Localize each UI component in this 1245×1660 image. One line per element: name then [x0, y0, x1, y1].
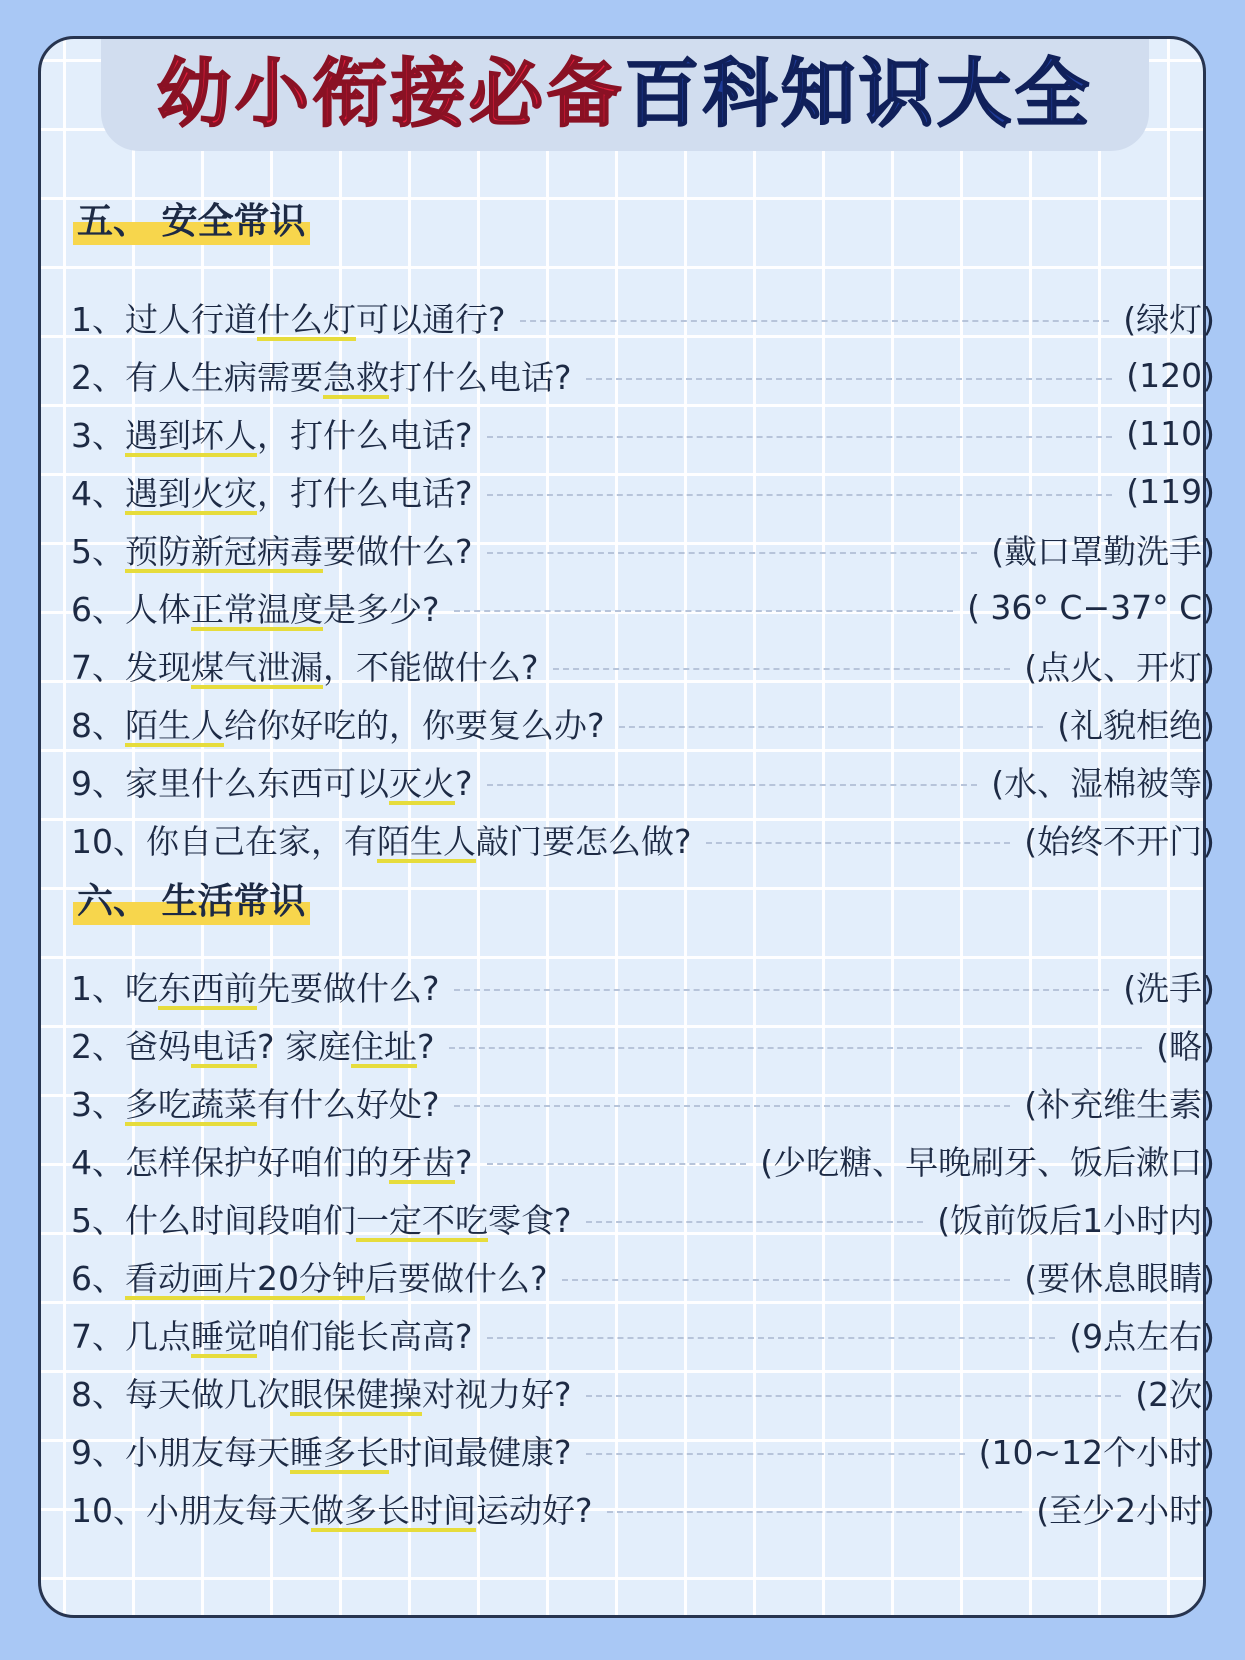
qa-row: [71, 1305, 1219, 1363]
qa-row: [71, 578, 1219, 636]
question-number: 4、: [71, 473, 125, 513]
question-fragment: 发现: [125, 647, 191, 687]
question-fragment: 每天做几次: [125, 1374, 290, 1414]
question-fragment: 小朋友每天: [146, 1490, 311, 1530]
dotted-leader: [586, 1453, 965, 1455]
dotted-leader: [586, 378, 1113, 380]
question-text: [71, 1137, 473, 1184]
question-number: 1、: [71, 299, 125, 339]
highlighted-keyword: 灭火: [389, 763, 455, 803]
question-fragment: ，打什么电话?: [257, 473, 473, 513]
qa-row: [71, 694, 1219, 752]
qa-row: [71, 1363, 1219, 1421]
dotted-leader: [487, 1163, 747, 1165]
highlighted-keyword: 看动画片20分钟: [125, 1258, 365, 1298]
question-fragment: 小朋友每天: [125, 1432, 290, 1472]
qa-row: [71, 636, 1219, 694]
answer-text: (戴口罩勤洗手): [991, 531, 1215, 571]
question-text: [71, 1427, 572, 1474]
question-fragment: 有什么好处?: [257, 1084, 440, 1124]
qa-row: [71, 752, 1219, 810]
answer-text: (洗手): [1123, 968, 1215, 1008]
question-text: [71, 1079, 440, 1126]
question-fragment: 爸妈: [125, 1026, 191, 1066]
qa-row: [71, 1479, 1219, 1537]
question-fragment: 给你好吃的，你要复么办?: [224, 705, 605, 745]
question-text: [71, 700, 605, 747]
dotted-leader: [487, 436, 1113, 438]
highlighted-keyword: 煤气泄漏: [191, 647, 323, 687]
answer-text: ( 36° C−37° C): [967, 587, 1215, 627]
question-fragment: ?: [417, 1026, 435, 1066]
life-qa-list: [71, 957, 1219, 1537]
dotted-leader: [586, 1221, 924, 1223]
question-number: 9、: [71, 763, 125, 803]
question-fragment: 过人行道: [125, 299, 257, 339]
dotted-leader: [454, 989, 1110, 991]
question-fragment: ?: [455, 1142, 473, 1182]
dotted-leader: [520, 320, 1110, 322]
question-text: [71, 758, 473, 805]
question-number: 6、: [71, 589, 125, 629]
dotted-leader: [487, 552, 978, 554]
question-fragment: 先要做什么?: [257, 968, 440, 1008]
answer-text: (120): [1126, 355, 1215, 395]
highlighted-keyword: 多吃蔬菜: [125, 1084, 257, 1124]
section-heading-life: 六、 生活常识: [73, 879, 310, 925]
answer-text: (110): [1126, 413, 1215, 453]
question-text: [71, 584, 440, 631]
question-fragment: 是多少?: [323, 589, 440, 629]
highlighted-keyword: 遇到火灾: [125, 473, 257, 513]
dotted-leader: [487, 1337, 1056, 1339]
question-number: 4、: [71, 1142, 125, 1182]
question-number: 7、: [71, 1316, 125, 1356]
highlighted-keyword: 一定不吃: [356, 1200, 488, 1240]
dotted-leader: [487, 494, 1113, 496]
answer-text: (10~12个小时): [978, 1432, 1215, 1472]
answer-text: (要休息眼睛): [1024, 1258, 1215, 1298]
answer-text: (饭前饭后1小时内): [937, 1200, 1215, 1240]
highlighted-keyword: 遇到坏人: [125, 415, 257, 455]
question-number: 8、: [71, 705, 125, 745]
question-text: [71, 963, 440, 1010]
highlighted-keyword: 电话: [191, 1026, 257, 1066]
answer-text: (水、湿棉被等): [991, 763, 1215, 803]
question-fragment: 咱们能长高高?: [257, 1316, 473, 1356]
question-number: 5、: [71, 531, 125, 571]
highlighted-keyword: 正常温度: [191, 589, 323, 629]
question-number: 1、: [71, 968, 125, 1008]
dotted-leader: [706, 842, 1011, 844]
question-fragment: 吃: [125, 968, 158, 1008]
answer-text: (礼貌柜绝): [1057, 705, 1215, 745]
answer-text: (119): [1126, 471, 1215, 511]
dotted-leader: [607, 1511, 1023, 1513]
question-fragment: 人体: [125, 589, 191, 629]
question-fragment: 怎样保护好咱们的: [125, 1142, 389, 1182]
dotted-leader: [454, 1105, 1011, 1107]
title-part-red: 幼小衔接必备: [157, 51, 625, 137]
question-text: [71, 526, 473, 573]
answer-text: (始终不开门): [1024, 821, 1215, 861]
question-text: [71, 1485, 593, 1532]
question-fragment: ，不能做什么?: [323, 647, 539, 687]
qa-row: [71, 1247, 1219, 1305]
highlighted-keyword: 牙齿: [389, 1142, 455, 1182]
question-text: [71, 1021, 435, 1068]
qa-row: [71, 404, 1219, 462]
question-text: [71, 468, 473, 515]
answer-text: (少吃糖、早晚刷牙、饭后漱口): [760, 1142, 1215, 1182]
highlighted-keyword: 陌生人: [125, 705, 224, 745]
dotted-leader: [586, 1395, 1122, 1397]
question-number: 6、: [71, 1258, 125, 1298]
question-fragment: 打什么电话?: [389, 357, 572, 397]
question-fragment: ?: [455, 763, 473, 803]
dotted-leader: [619, 726, 1044, 728]
question-text: [71, 642, 539, 689]
dotted-leader: [487, 784, 978, 786]
answer-text: (补充维生素): [1024, 1084, 1215, 1124]
highlighted-keyword: 陌生人: [377, 821, 476, 861]
question-fragment: 运动好?: [476, 1490, 593, 1530]
safety-qa-list: [71, 288, 1219, 868]
question-number: 10、: [71, 821, 146, 861]
question-fragment: 家里什么东西可以: [125, 763, 389, 803]
question-number: 5、: [71, 1200, 125, 1240]
highlighted-keyword: 什么灯: [257, 299, 356, 339]
question-fragment: 要做什么?: [323, 531, 473, 571]
question-text: [71, 1195, 572, 1242]
question-text: [71, 294, 506, 341]
answer-text: (略): [1156, 1026, 1215, 1066]
question-fragment: 你自己在家，有: [146, 821, 377, 861]
question-number: 10、: [71, 1490, 146, 1530]
dotted-leader: [449, 1047, 1143, 1049]
qa-row: [71, 957, 1219, 1015]
answer-text: (绿灯): [1123, 299, 1215, 339]
question-fragment: 有人生病需要: [125, 357, 323, 397]
qa-row: [71, 1189, 1219, 1247]
answer-text: (至少2小时): [1036, 1490, 1215, 1530]
qa-row: [71, 288, 1219, 346]
qa-row: [71, 462, 1219, 520]
question-fragment: ? 家庭: [257, 1026, 352, 1066]
section-heading-safety: 五、 安全常识: [73, 199, 310, 245]
question-fragment: 时间最健康?: [389, 1432, 572, 1472]
highlighted-keyword: 东西前: [158, 968, 257, 1008]
question-number: 2、: [71, 357, 125, 397]
question-text: [71, 816, 692, 863]
dotted-leader: [454, 610, 954, 612]
title-part-blue: 百科知识大全: [625, 51, 1093, 137]
question-fragment: 对视力好?: [422, 1374, 572, 1414]
answer-text: (9点左右): [1069, 1316, 1215, 1356]
title-banner: [101, 39, 1149, 151]
highlighted-keyword: 做多长时间: [311, 1490, 476, 1530]
highlighted-keyword: 住址: [351, 1026, 418, 1066]
answer-text: (2次): [1135, 1374, 1215, 1414]
question-number: 8、: [71, 1374, 125, 1414]
qa-row: [71, 810, 1219, 868]
question-fragment: 几点: [125, 1316, 191, 1356]
question-number: 3、: [71, 1084, 125, 1124]
question-fragment: 零食?: [488, 1200, 572, 1240]
highlighted-keyword: 眼保健操: [290, 1374, 422, 1414]
question-fragment: ，打什么电话?: [257, 415, 473, 455]
question-fragment: 后要做什么?: [365, 1258, 548, 1298]
highlighted-keyword: 急救: [323, 357, 389, 397]
dotted-leader: [553, 668, 1011, 670]
qa-row: [71, 1131, 1219, 1189]
qa-row: [71, 1015, 1219, 1073]
question-text: [71, 1369, 572, 1416]
question-number: 9、: [71, 1432, 125, 1472]
worksheet-card: [38, 36, 1215, 1618]
qa-row: [71, 1421, 1219, 1479]
answer-text: (点火、开灯): [1024, 647, 1215, 687]
qa-row: [71, 520, 1219, 578]
question-text: [71, 352, 572, 399]
dotted-leader: [562, 1279, 1011, 1281]
qa-row: [71, 346, 1219, 404]
question-fragment: 敲门要怎么做?: [476, 821, 692, 861]
qa-row: [71, 1073, 1219, 1131]
question-text: [71, 1311, 473, 1358]
question-text: [71, 410, 473, 457]
question-number: 2、: [71, 1026, 125, 1066]
question-text: [71, 1253, 548, 1300]
question-fragment: 可以通行?: [356, 299, 506, 339]
question-number: 3、: [71, 415, 125, 455]
highlighted-keyword: 睡多长: [290, 1432, 389, 1472]
highlighted-keyword: 预防新冠病毒: [125, 531, 323, 571]
question-number: 7、: [71, 647, 125, 687]
question-fragment: 什么时间段咱们: [125, 1200, 356, 1240]
highlighted-keyword: 睡觉: [191, 1316, 257, 1356]
